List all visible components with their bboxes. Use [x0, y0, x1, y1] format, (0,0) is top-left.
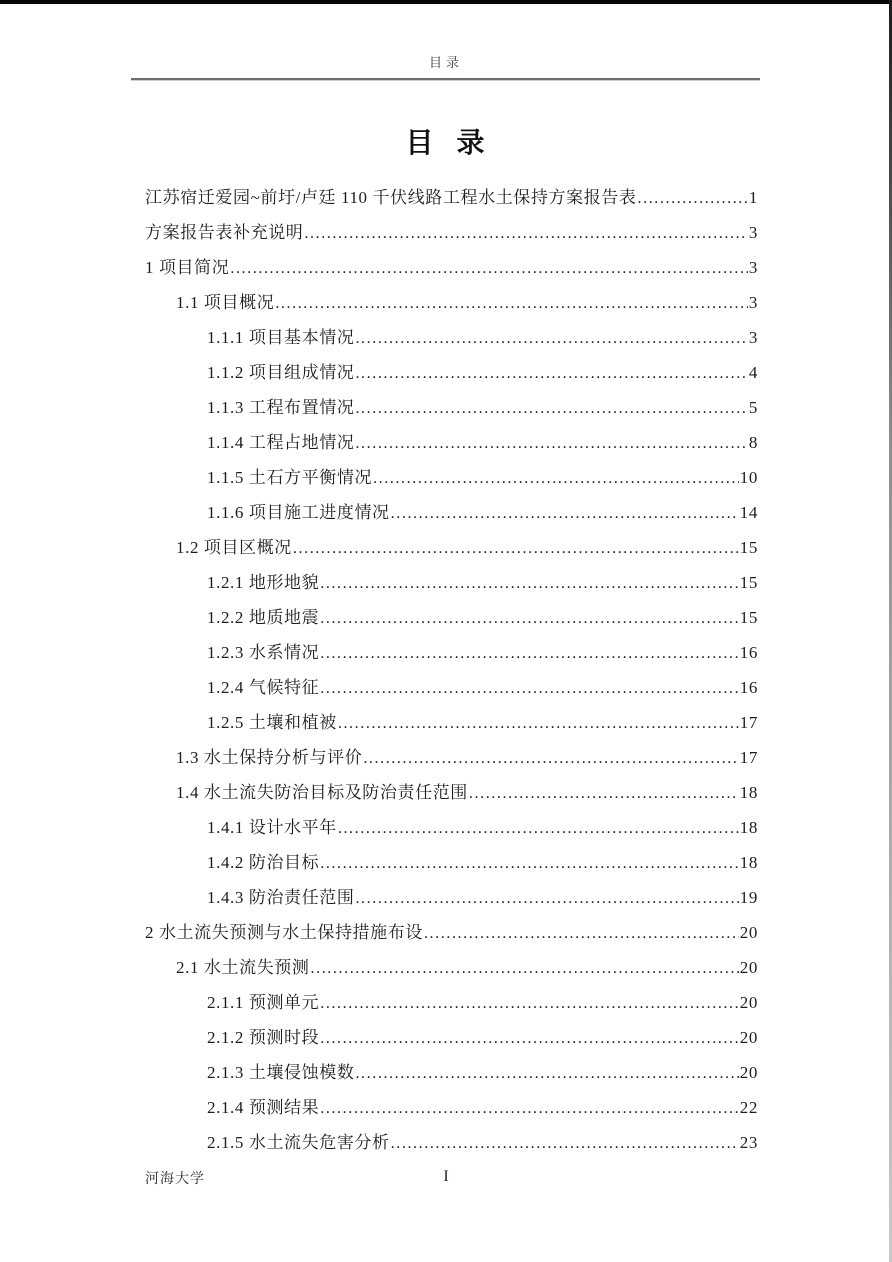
toc-entry — [145, 285, 758, 320]
toc-entry — [145, 705, 758, 740]
toc-entry — [145, 425, 758, 460]
toc-entry-page: 3 — [748, 293, 758, 312]
toc-entry-label: 1.1.3 工程布置情况 — [207, 398, 355, 417]
toc-entry-page: 22 — [739, 1098, 758, 1117]
toc-entry — [145, 635, 758, 670]
toc-list — [145, 180, 758, 1160]
toc-leader-dots — [638, 180, 748, 216]
footer-organization: 河海大学 — [145, 1172, 205, 1187]
toc-leader-dots — [293, 530, 739, 566]
toc-leader-dots — [275, 285, 748, 321]
toc-entry — [145, 495, 758, 530]
toc-entry-label: 1.1.1 项目基本情况 — [207, 328, 355, 347]
toc-entry-page: 15 — [739, 573, 758, 592]
running-header-text: 目录 — [428, 55, 463, 70]
toc-entry-label: 1.4.2 防治目标 — [207, 853, 320, 872]
toc-entry — [145, 530, 758, 565]
toc-entry-page: 8 — [748, 433, 758, 452]
toc-entry — [145, 985, 758, 1020]
toc-entry-label: 2.1 水土流失预测 — [176, 958, 310, 977]
toc-entry-page: 16 — [739, 643, 758, 662]
toc-entry-label: 1 项目简况 — [145, 258, 230, 277]
toc-leader-dots — [391, 1125, 739, 1161]
toc-leader-dots — [320, 1090, 739, 1126]
page-footer — [0, 1168, 892, 1194]
toc-entry-label: 1.1 项目概况 — [176, 293, 275, 312]
toc-entry — [145, 1020, 758, 1055]
toc-entry-label: 1.1.4 工程占地情况 — [207, 433, 355, 452]
toc-entry — [145, 180, 758, 215]
toc-entry-label: 1.4.1 设计水平年 — [207, 818, 337, 837]
toc-entry-label: 1.1.5 土石方平衡情况 — [207, 468, 373, 487]
toc-entry-page: 15 — [739, 538, 758, 557]
toc-entry — [145, 600, 758, 635]
toc-entry-label: 1.1.2 项目组成情况 — [207, 363, 355, 382]
toc-entry-page: 5 — [748, 398, 758, 417]
toc-entry-page: 20 — [739, 923, 758, 942]
toc-entry-label: 1.2.5 土壤和植被 — [207, 713, 337, 732]
toc-leader-dots — [338, 705, 739, 741]
toc-entry-label: 1.1.6 项目施工进度情况 — [207, 503, 390, 522]
toc-entry-label: 1.2.2 地质地震 — [207, 608, 320, 627]
toc-leader-dots — [373, 460, 739, 496]
toc-leader-dots — [355, 355, 747, 391]
toc-entry-page: 20 — [739, 1063, 758, 1082]
toc-entry — [145, 320, 758, 355]
toc-entry-page: 3 — [748, 223, 758, 242]
toc-entry — [145, 915, 758, 950]
toc-entry-page: 16 — [739, 678, 758, 697]
header-rule — [131, 78, 760, 80]
toc-leader-dots — [320, 670, 739, 706]
toc-entry-label: 2.1.2 预测时段 — [207, 1028, 320, 1047]
toc-entry — [145, 950, 758, 985]
toc-entry-page: 15 — [739, 608, 758, 627]
toc-entry-label: 1.2 项目区概况 — [176, 538, 292, 557]
toc-entry-page: 17 — [739, 713, 758, 732]
toc-entry — [145, 845, 758, 880]
toc-entry-page: 20 — [739, 993, 758, 1012]
toc-leader-dots — [355, 1055, 738, 1091]
toc-entry-label: 1.2.4 气候特征 — [207, 678, 320, 697]
toc-entry — [145, 390, 758, 425]
toc-entry-label: 2.1.1 预测单元 — [207, 993, 320, 1012]
toc-leader-dots — [304, 215, 747, 251]
toc-entry-page: 18 — [739, 853, 758, 872]
toc-leader-dots — [363, 740, 738, 776]
toc-entry-label: 2 水土流失预测与水土保持措施布设 — [145, 923, 423, 942]
toc-leader-dots — [320, 985, 739, 1021]
toc-leader-dots — [320, 565, 739, 601]
toc-entry — [145, 355, 758, 390]
toc-leader-dots — [355, 390, 747, 426]
toc-entry — [145, 880, 758, 915]
toc-entry-page: 4 — [748, 363, 758, 382]
toc-entry — [145, 565, 758, 600]
toc-entry-page: 3 — [748, 258, 758, 277]
toc-entry — [145, 460, 758, 495]
toc-entry-page: 14 — [739, 503, 758, 522]
toc-entry-label: 2.1.3 土壤侵蚀模数 — [207, 1063, 355, 1082]
toc-leader-dots — [355, 880, 738, 916]
toc-entry — [145, 775, 758, 810]
toc-entry-page: 23 — [739, 1133, 758, 1152]
toc-leader-dots — [424, 915, 739, 951]
toc-entry-label: 1.2.1 地形地貌 — [207, 573, 320, 592]
toc-entry — [145, 740, 758, 775]
toc-entry-page: 19 — [739, 888, 758, 907]
toc-entry — [145, 670, 758, 705]
toc-entry-label: 1.2.3 水系情况 — [207, 643, 320, 662]
toc-entry-page: 1 — [748, 188, 758, 207]
toc-entry-page: 18 — [739, 783, 758, 802]
toc-leader-dots — [230, 250, 748, 286]
toc-entry-label: 方案报告表补充说明 — [145, 223, 304, 242]
toc-leader-dots — [320, 600, 739, 636]
toc-entry-page: 3 — [748, 328, 758, 347]
toc-leader-dots — [391, 495, 739, 531]
toc-entry-label: 1.3 水土保持分析与评价 — [176, 748, 363, 767]
toc-entry-label: 1.4.3 防治责任范围 — [207, 888, 355, 907]
toc-entry-label: 2.1.5 水土流失危害分析 — [207, 1133, 390, 1152]
toc-entry-label: 2.1.4 预测结果 — [207, 1098, 320, 1117]
toc-entry-label: 江苏宿迁爱园~前圩/卢廷 110 千伏线路工程水土保持方案报告表 — [145, 188, 637, 207]
toc-leader-dots — [320, 635, 739, 671]
toc-leader-dots — [355, 425, 747, 461]
toc-leader-dots — [355, 320, 747, 356]
toc-entry-page: 18 — [739, 818, 758, 837]
toc-entry — [145, 1125, 758, 1160]
toc-entry-page: 20 — [739, 1028, 758, 1047]
toc-entry-page: 20 — [739, 958, 758, 977]
toc-leader-dots — [311, 950, 739, 986]
toc-leader-dots — [320, 1020, 739, 1056]
toc-leader-dots — [469, 775, 739, 811]
toc-entry-label: 1.4 水土流失防治目标及防治责任范围 — [176, 783, 468, 802]
toc-entry — [145, 810, 758, 845]
toc-entry — [145, 250, 758, 285]
toc-leader-dots — [338, 810, 739, 846]
scan-border-top — [0, 0, 892, 4]
toc-entry — [145, 1055, 758, 1090]
toc-entry — [145, 215, 758, 250]
footer-page-number: I — [443, 1168, 449, 1185]
running-header — [0, 52, 892, 71]
toc-title: 目 录 — [405, 128, 487, 159]
toc-entry-page: 17 — [739, 748, 758, 767]
toc-leader-dots — [320, 845, 739, 881]
toc-entry — [145, 1090, 758, 1125]
toc-entry-page: 10 — [739, 468, 758, 487]
